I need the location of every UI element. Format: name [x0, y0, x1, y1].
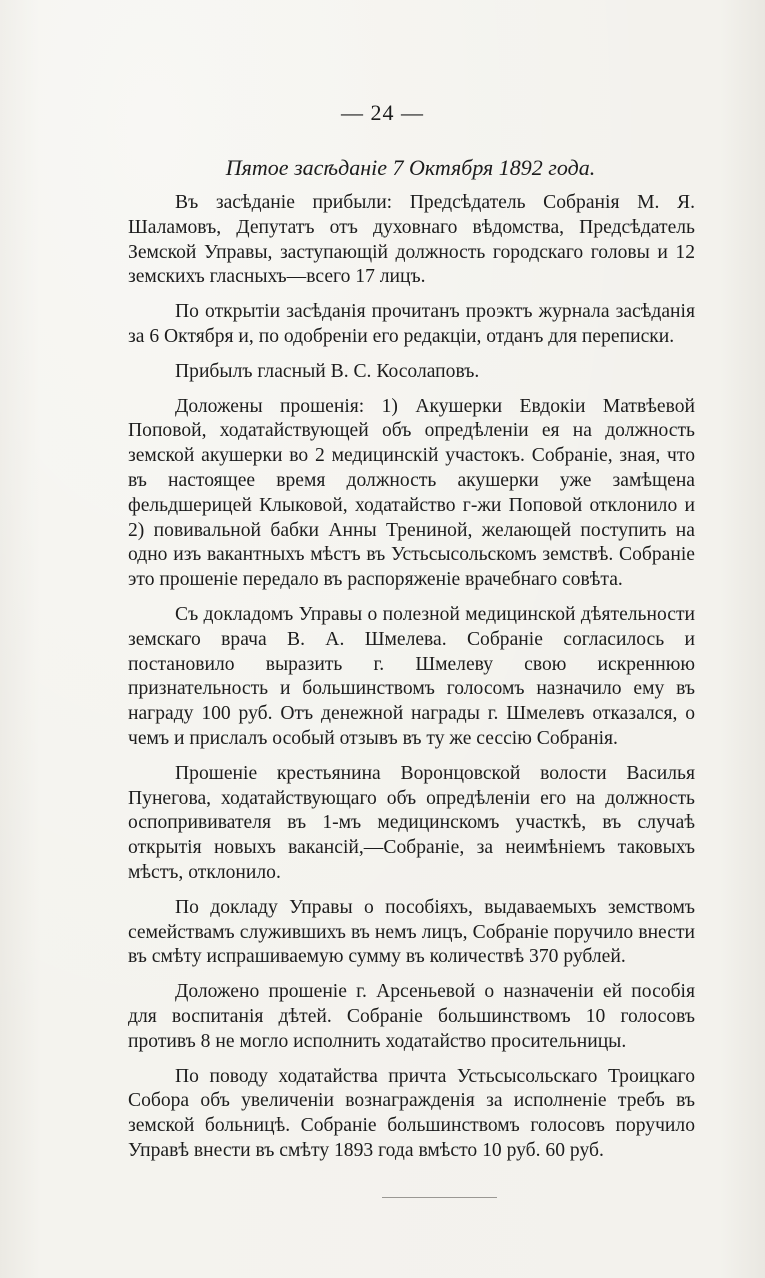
- footer-rule: [382, 1197, 497, 1198]
- paragraph-vaccinator-petition: Прошеніе крестьянина Воронцовской волости Василья Пунегова, ходатайствующаго объ опредѣленіи его на должность оспопрививателя въ 1-мъ медицинскомъ участкѣ, въ случаѣ открытія новыхъ вакансій,—Собраніе, за неимѣніемъ таковыхъ мѣстъ, отклонило.: [128, 762, 695, 883]
- body-text: [128, 191, 695, 1174]
- paragraph-arsenyeva-petition: Доложено прошеніе г. Арсеньевой о назначеніи ей пособія для воспитанія дѣтей. Собраніе большинствомъ 10 голосовъ противъ 8 не могло исполнить ходатайство просительницы.: [128, 981, 695, 1052]
- paragraph-attendance: Въ засѣданіе прибыли: Предсѣдатель Собранія М. Я. Шаламовъ, Депутатъ отъ духовнаго вѣдомства, Предсѣдатель Земской Управы, заступающій должность городскаго головы и 12 земскихъ гласныхъ—всего 17 лицъ.: [128, 192, 695, 288]
- paragraph-doctor-report: Съ докладомъ Управы о полезной медицинской дѣятельности земскаго врача В. А. Шмелева. Собраніе согласилось и постановило выразить г. Шмелеву свою искреннюю признательность и большинствомъ голосомъ назначило ему въ награду 100 руб. Отъ денежной награды г. Шмелевъ отказался, о чемъ и прислалъ особый отзывъ въ ту же сессію Собранія.: [128, 603, 695, 749]
- paragraph-journal: По открытіи засѣданія прочитанъ проэктъ журнала засѣданія за 6 Октября и, по одобреніи его редакціи, отданъ для переписки.: [128, 301, 695, 347]
- session-heading: Пятое засѣданіе 7 Октября 1892 года.: [225, 155, 596, 180]
- page-number: — 24 —: [341, 100, 424, 125]
- paragraph-arrival: Прибылъ гласный В. С. Косолаповъ.: [175, 360, 480, 382]
- paragraph-petitions: Доложены прошенія: 1) Акушерки Евдокіи Матвѣевой Поповой, ходатайствующей объ опредѣленіи ея на должность земской акушерки во 2 медицинскій участокъ. Собраніе, зная, что въ настоящее время должность акушерки уже замѣщена фельдшерицей Клыковой, ходатайство г-жи Поповой отклонило и 2) повивальной бабки Анны Трениной, желающей поступить на одно изъ вакантныхъ мѣстъ въ Устьсысольскомъ земствѣ. Собраніе это прошеніе передало въ распоряженіе врачебнаго совѣта.: [128, 395, 695, 591]
- paragraph-allowances: По докладу Управы о пособіяхъ, выдаваемыхъ земствомъ семействамъ служившихъ въ немъ лицъ, Собраніе поручило внести въ смѣту испрашиваемую сумму въ количествѣ 370 рублей.: [128, 896, 695, 968]
- paragraph-cathedral-clergy: По поводу ходатайства причта Устьсысольскаго Троицкаго Собора объ увеличеніи вознагражденія за исполненіе требъ въ земской больницѣ. Собраніе большинствомъ голосовъ поручило Управѣ внести въ смѣту 1893 года вмѣсто 10 руб. 60 руб.: [128, 1065, 695, 1161]
